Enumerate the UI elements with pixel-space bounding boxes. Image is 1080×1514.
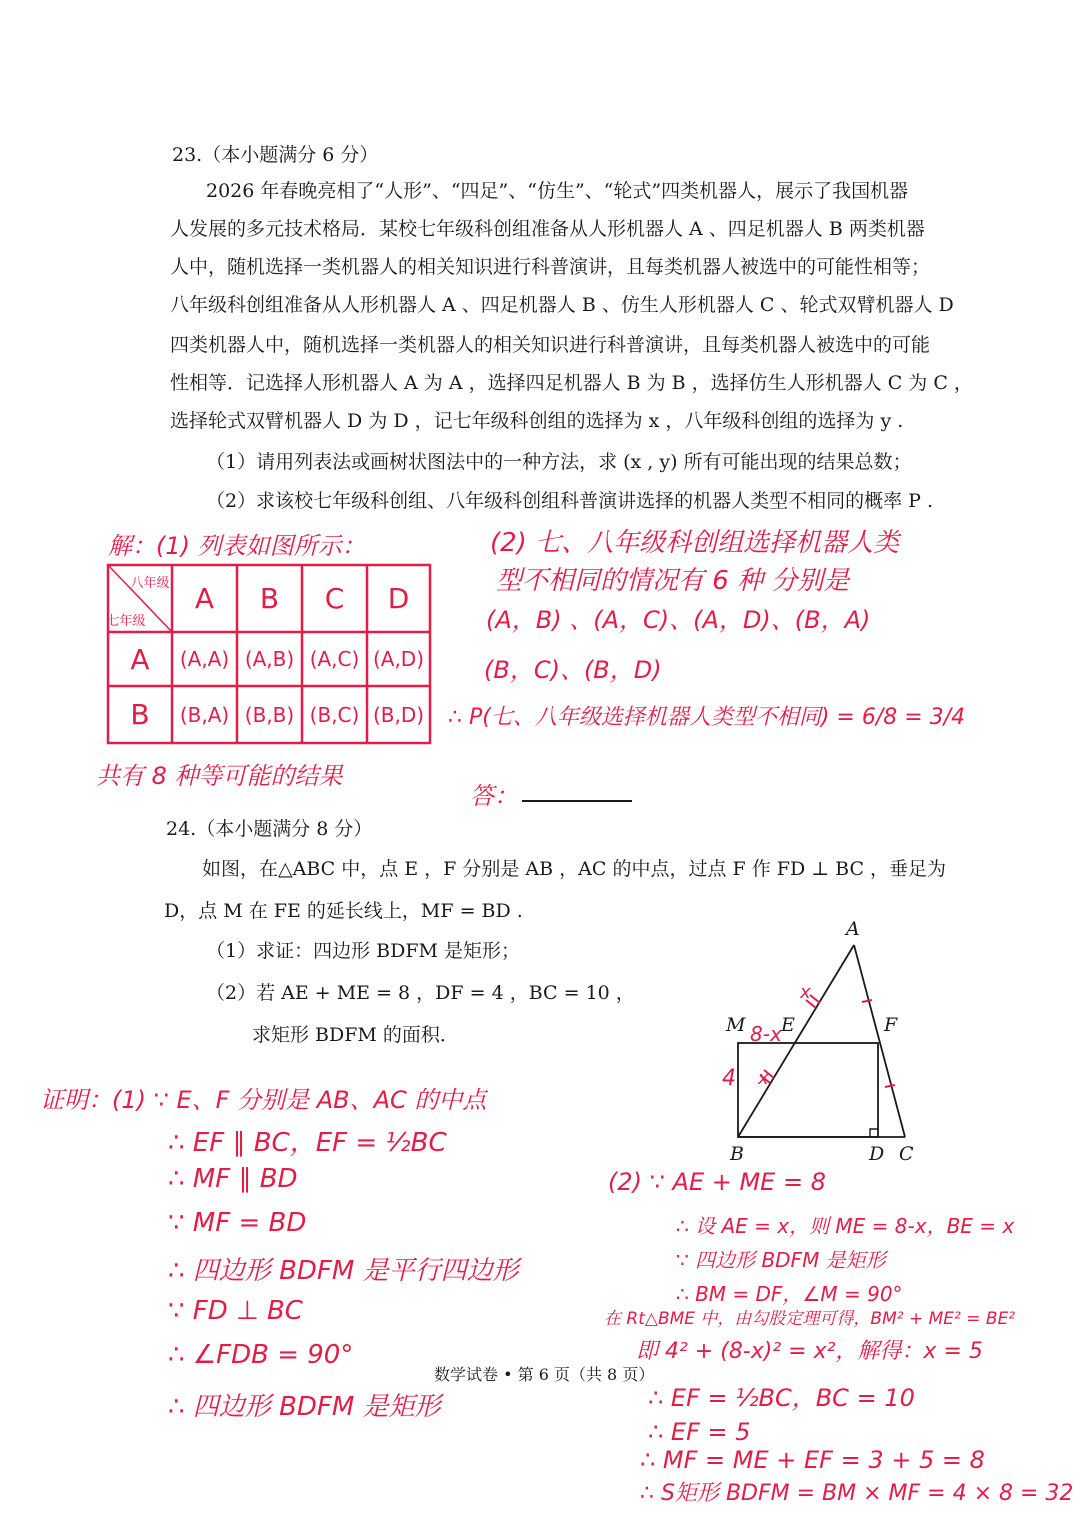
proof-1-line: ∴ 四边形 BDFM 是平行四边形 bbox=[168, 1256, 519, 1286]
q24-line-1: 如图，在△ABC 中，点 E ，F 分别是 AB ，AC 的中点，过点 F 作 FD ⊥ BC ，垂足为 bbox=[202, 858, 947, 880]
table-col-header: B bbox=[259, 582, 280, 615]
label-m: M bbox=[726, 1014, 746, 1036]
annot-ae: x bbox=[800, 982, 811, 1003]
q23-line-6: 性相等．记选择人形机器人 A 为 A ，选择四足机器人 B 为 B ，选择仿生人形机器人 C 为 C ， bbox=[170, 372, 973, 394]
table-col-header: A bbox=[194, 582, 215, 615]
label-f: F bbox=[884, 1014, 898, 1036]
q23-line-1: 2026 年春晚亮相了“人形”、“四足”、“仿生”、“轮式”四类机器人，展示了我国机器 bbox=[206, 180, 909, 202]
q24-sub-1: （1）求证：四边形 BDFM 是矩形； bbox=[206, 940, 521, 962]
label-e: E bbox=[781, 1014, 795, 1036]
q23-probability: ∴ P(七、八年级选择机器人类型不相同) = 6/8 = 3/4 bbox=[448, 705, 966, 730]
annot-bm: 4 bbox=[722, 1066, 736, 1091]
q24-header: 24.（本小题满分 8 分） bbox=[166, 818, 373, 840]
q23-part2-line-3: (A，B) 、(A，C)、(A，D)、(B，A) bbox=[486, 606, 871, 634]
q23-line-4: 八年级科创组准备从人形机器人 A 、四足机器人 B 、仿生人形机器人 C 、轮式双臂机器人 D bbox=[170, 294, 954, 316]
table-row-header: A bbox=[130, 642, 150, 676]
q23-line-3: 人中，随机选择一类机器人的相关知识进行科普演讲，且每类机器人被选中的可能性相等； bbox=[170, 256, 931, 278]
solution-2-line: (2) ∵ AE + ME = 8 bbox=[608, 1168, 826, 1196]
label-d: D bbox=[869, 1143, 885, 1165]
q23-answer-label: 答： bbox=[470, 782, 518, 810]
table-cell: (B,A) bbox=[179, 702, 230, 727]
table-cell: (A,D) bbox=[372, 647, 425, 671]
table-col-header: D bbox=[387, 582, 410, 615]
table-cell: (B,D) bbox=[372, 702, 425, 727]
solution-2-line: ∴ EF = ½BC，BC = 10 bbox=[648, 1384, 915, 1412]
table-col-header: C bbox=[324, 582, 345, 615]
q23-line-7: 选择轮式双臂机器人 D 为 D ，记七年级科创组的选择为 x ，八年级科创组的选择为 y . bbox=[170, 410, 904, 432]
table-row-header: B bbox=[130, 698, 150, 731]
label-c: C bbox=[899, 1143, 914, 1165]
solution-2-line: ∴ 设 AE = x，则 ME = 8-x，BE = x bbox=[676, 1214, 1015, 1238]
proof-1-line: ∴ EF ∥ BC，EF = ½BC bbox=[168, 1128, 447, 1158]
proof-1-line: 证明：(1) ∵ E、F 分别是 AB、AC 的中点 bbox=[40, 1086, 487, 1114]
q24-line-2: D，点 M 在 FE 的延长线上，MF = BD . bbox=[164, 900, 523, 922]
proof-1-line: ∴ MF ∥ BD bbox=[168, 1164, 298, 1194]
q23-header: 23.（本小题满分 6 分） bbox=[172, 144, 379, 166]
proof-1-line: ∵ FD ⊥ BC bbox=[168, 1296, 303, 1326]
solution-2-line: 即 4² + (8-x)² = x²，解得：x = 5 bbox=[636, 1339, 983, 1364]
rect-bdfm bbox=[738, 1043, 878, 1137]
q23-answer-total: 共有 8 种等可能的结果 bbox=[96, 762, 343, 790]
annot-be: x bbox=[758, 1068, 769, 1089]
annot-me: 8-x bbox=[750, 1022, 782, 1046]
table-cell: (A,A) bbox=[179, 647, 230, 671]
proof-1-line: ∴ ∠FDB = 90° bbox=[168, 1340, 354, 1370]
answer-blank-line bbox=[522, 800, 632, 802]
q23-answer-intro: 解：(1) 列表如图所示： bbox=[108, 532, 366, 560]
q23-part2-line-2: 型不相同的情况有 6 种 分别是 bbox=[496, 566, 850, 596]
q23-part2-line-4: (B，C)、(B，D) bbox=[484, 656, 662, 684]
q24-sub-2b: 求矩形 BDFM 的面积． bbox=[252, 1024, 459, 1046]
side-ac bbox=[854, 945, 905, 1137]
q23-part2-line-1: (2) 七、八年级科创组选择机器人类 bbox=[490, 528, 900, 558]
q23-line-5: 四类机器人中，随机选择一类机器人的相关知识进行科普演讲，且每类机器人被选中的可能 bbox=[170, 334, 931, 356]
proof-1-line: ∴ 四边形 BDFM 是矩形 bbox=[168, 1392, 441, 1422]
table-header-top: 八年级 bbox=[130, 575, 170, 591]
table-cell: (A,B) bbox=[244, 647, 295, 671]
q23-line-2: 人发展的多元技术格局．某校七年级科创组准备从人形机器人 A 、四足机器人 B 两类机器 bbox=[170, 218, 925, 240]
label-b: B bbox=[730, 1143, 744, 1165]
solution-2-line: 在 Rt△BME 中，由勾股定理可得，BM² + ME² = BE² bbox=[604, 1309, 1016, 1329]
table-cell: (B,C) bbox=[309, 702, 360, 727]
table-header-left: 七年级 bbox=[106, 613, 146, 629]
solution-2-line: ∴ MF = ME + EF = 3 + 5 = 8 bbox=[640, 1446, 985, 1474]
page-footer: 数学试卷 • 第 6 页（共 8 页） bbox=[434, 1365, 655, 1384]
q24-sub-2: （2）若 AE + ME = 8 ，DF = 4 ，BC = 10 ， bbox=[206, 982, 635, 1004]
q23-sub-1: （1）请用列表法或画树状图法中的一种方法，求 (x , y) 所有可能出现的结果总数； bbox=[206, 451, 912, 473]
q23-sub-2: （2）求该校七年级科创组、八年级科创组科普演讲选择的机器人类型不相同的概率 P . bbox=[206, 490, 933, 512]
proof-1-line: ∵ MF = BD bbox=[168, 1208, 307, 1238]
table-cell: (B,B) bbox=[244, 702, 295, 727]
table-cell: (A,C) bbox=[309, 647, 360, 671]
solution-2-line: ∴ BM = DF，∠M = 90° bbox=[676, 1282, 903, 1306]
label-a: A bbox=[846, 918, 860, 940]
solution-2-line: ∴ S矩形 BDFM = BM × MF = 4 × 8 = 32 bbox=[640, 1481, 1074, 1506]
solution-2-line: ∵ 四边形 BDFM 是矩形 bbox=[676, 1248, 886, 1272]
solution-2-line: ∴ EF = 5 bbox=[648, 1418, 751, 1446]
